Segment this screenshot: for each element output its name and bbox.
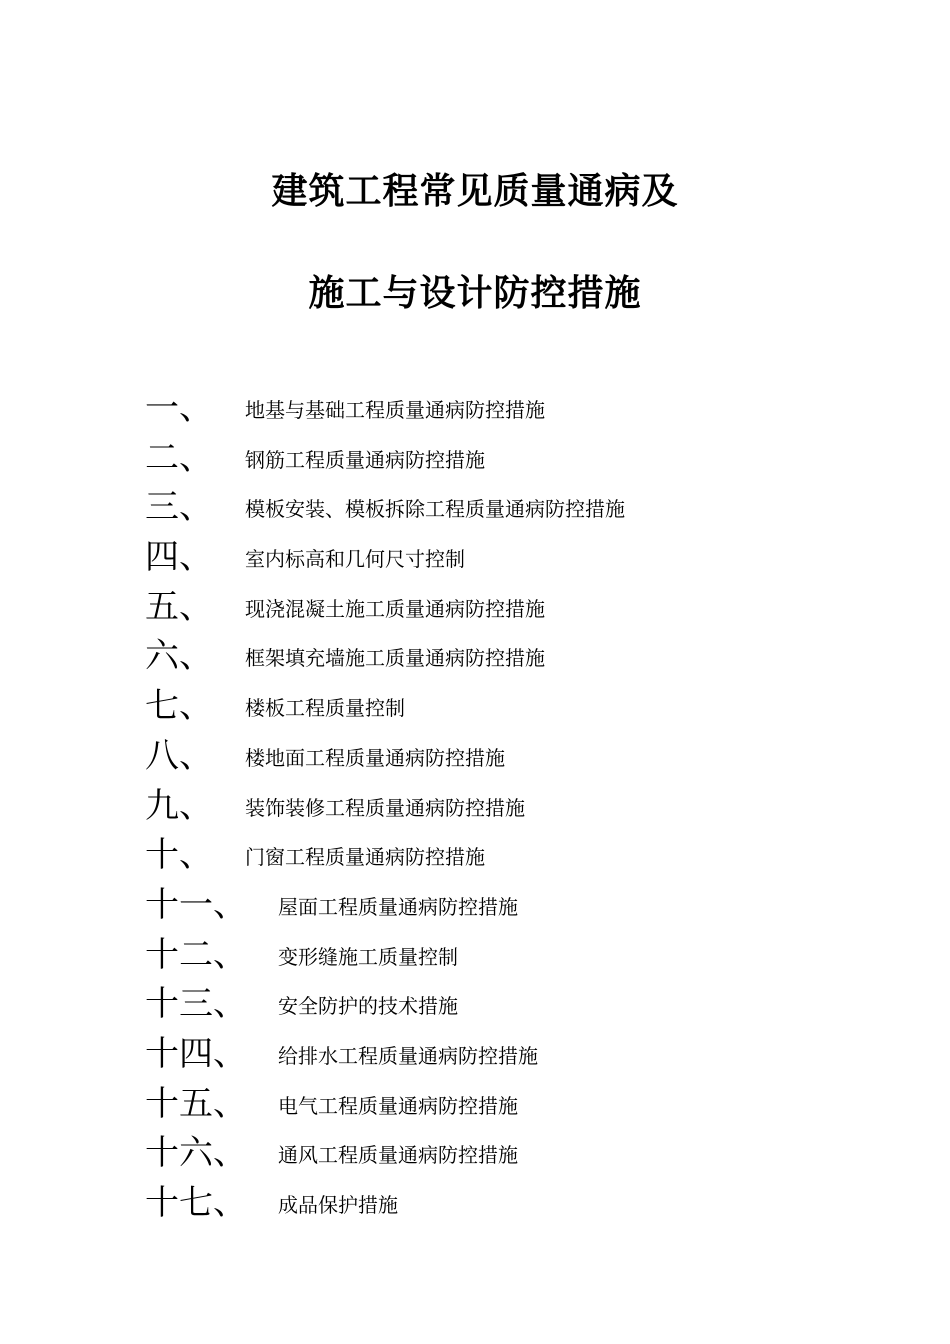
toc-item-text: 电气工程质量通病防控措施 xyxy=(278,1093,518,1118)
toc-item-text: 楼地面工程质量通病防控措施 xyxy=(245,745,505,770)
toc-item-text: 屋面工程质量通病防控措施 xyxy=(278,894,518,919)
toc-item xyxy=(145,783,845,833)
toc-item xyxy=(145,1130,845,1180)
toc-item-text: 模板安装、模板拆除工程质量通病防控措施 xyxy=(245,497,625,522)
toc-item-number: 四、 xyxy=(145,537,213,578)
toc-item xyxy=(145,633,845,683)
toc-item-text: 室内标高和几何尺寸控制 xyxy=(245,547,465,572)
toc-item xyxy=(145,1081,845,1131)
toc-item xyxy=(145,435,845,485)
toc-item xyxy=(145,534,845,584)
toc-item xyxy=(145,1180,845,1230)
toc-item-number: 十六、 xyxy=(145,1133,247,1174)
toc-item-number: 八、 xyxy=(145,735,213,776)
toc-item-text: 装饰装修工程质量通病防控措施 xyxy=(245,795,525,820)
toc-item-number: 七、 xyxy=(145,686,213,727)
toc-item-number: 五、 xyxy=(145,586,213,627)
toc-item-text: 安全防护的技术措施 xyxy=(278,994,458,1019)
toc-item-number: 十五、 xyxy=(145,1083,247,1124)
toc-item-text: 成品保护措施 xyxy=(278,1193,398,1217)
toc-item-text: 钢筋工程质量通病防控措施 xyxy=(245,447,485,472)
toc-item xyxy=(145,484,845,534)
toc-item-text: 通风工程质量通病防控措施 xyxy=(278,1143,518,1168)
toc-item xyxy=(145,832,845,882)
toc-item-text: 门窗工程质量通病防控措施 xyxy=(245,845,485,870)
toc-item-text: 框架填充墙施工质量通病防控措施 xyxy=(245,646,545,671)
toc-item xyxy=(145,981,845,1031)
document-title-line-1: 建筑工程常见质量通病及 xyxy=(271,171,679,212)
table-of-contents xyxy=(145,385,845,1230)
toc-item-number: 三、 xyxy=(145,487,213,528)
toc-item-text: 变形缝施工质量控制 xyxy=(278,944,458,969)
toc-item xyxy=(145,385,845,435)
toc-item-number: 十二、 xyxy=(145,934,247,975)
toc-item-number: 十、 xyxy=(145,835,213,876)
toc-item-number: 十四、 xyxy=(145,1033,247,1074)
toc-item-text: 给排水工程质量通病防控措施 xyxy=(278,1043,538,1068)
toc-item-number: 六、 xyxy=(145,636,213,677)
document-title-line-2: 施工与设计防控措施 xyxy=(308,273,642,314)
toc-item xyxy=(145,584,845,634)
toc-item-text: 地基与基础工程质量通病防控措施 xyxy=(245,398,545,422)
toc-item-number: 二、 xyxy=(145,437,213,478)
toc-item-number: 九、 xyxy=(145,785,213,826)
toc-item xyxy=(145,932,845,982)
toc-item-text: 楼板工程质量控制 xyxy=(245,696,405,721)
toc-item-number: 十三、 xyxy=(145,984,247,1025)
toc-item xyxy=(145,733,845,783)
toc-item-number: 十七、 xyxy=(145,1183,247,1223)
toc-item xyxy=(145,683,845,733)
toc-item xyxy=(145,882,845,932)
toc-item-number: 十一、 xyxy=(145,884,247,925)
toc-item-number: 一、 xyxy=(145,388,213,428)
toc-item-text: 现浇混凝土施工质量通病防控措施 xyxy=(245,596,545,621)
toc-item xyxy=(145,1031,845,1081)
